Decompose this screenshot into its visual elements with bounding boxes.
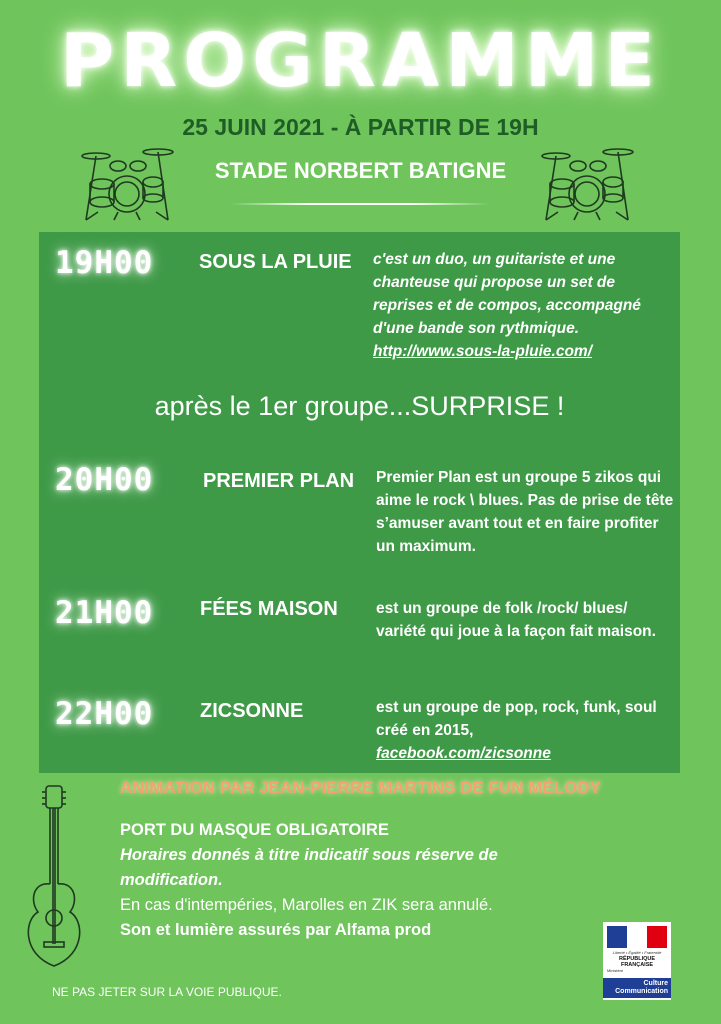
band-facebook-link[interactable]: facebook.com/zicsonne (376, 745, 551, 762)
event-date: 25 JUIN 2021 - À PARTIR DE 19H (182, 114, 539, 140)
footer-notice: NE PAS JETER SUR LA VOIE PUBLIQUE. (52, 985, 282, 999)
drum-kit-icon (538, 142, 636, 222)
band-website-link[interactable]: http://www.sous-la-pluie.com/ (373, 343, 593, 360)
french-flag-icon (607, 926, 667, 948)
band-name: PREMIER PLAN (203, 470, 355, 492)
logo-culture (615, 980, 668, 996)
logo-ministry: Ministère (607, 968, 624, 973)
band-description (376, 696, 676, 765)
logo-communication-text: Communication (615, 988, 668, 995)
logo-republic: RÉPUBLIQUE FRANÇAISE (618, 956, 656, 968)
band-name: ZICSONNE (200, 700, 304, 722)
logo-motto: Liberté • Égalité • Fraternité (612, 950, 662, 955)
surprise-announcement: après le 1er groupe...SURPRISE ! (154, 391, 565, 421)
header-divider (230, 203, 490, 205)
band-description (373, 248, 679, 363)
band-description: Premier Plan est un groupe 5 zikos qui aime le rock \ blues. Pas de prise de tête s’amuser avant tout et en faire profiter un maximum. (376, 469, 674, 555)
mask-notice: PORT DU MASQUE OBLIGATOIRE (120, 821, 389, 839)
band-description-text: c'est un duo, un guitariste et une chanteuse qui propose un set de reprises et de compos, accompagné d'une bande son rythmique. (373, 251, 641, 337)
schedule-time: 22H00 (55, 696, 154, 732)
band-name: FÉES MAISON (200, 598, 338, 620)
band-description: est un groupe de folk /rock/ blues/ variété qui joue à la façon fait maison. (376, 600, 656, 640)
practical-info (120, 818, 590, 943)
schedule-disclaimer: Horaires donnés à titre indicatif sous réserve de modification. (120, 846, 498, 889)
band-description-text: est un groupe de pop, rock, funk, soul créé en 2015, (376, 699, 657, 739)
band-name: SOUS LA PLUIE (199, 251, 352, 273)
schedule-time: 21H00 (55, 595, 154, 631)
logo-band (603, 978, 671, 998)
ministry-logo (603, 922, 671, 1000)
drum-kit-icon (78, 142, 176, 222)
sound-credit: Son et lumière assurés par Alfama prod (120, 921, 432, 939)
event-venue: STADE NORBERT BATIGNE (214, 158, 507, 183)
guitar-icon (18, 784, 94, 970)
weather-notice: En cas d'intempéries, Marolles en ZIK sera annulé. (120, 896, 493, 914)
logo-culture-text: Culture (643, 980, 668, 987)
schedule-time: 20H00 (55, 462, 154, 498)
animation-credit: ANIMATION PAR JEAN-PIERRE MARTINS DE FUN MÉLODY (119, 778, 602, 797)
page-title: PROGRAMME (60, 18, 661, 104)
schedule-time: 19H00 (55, 245, 154, 281)
